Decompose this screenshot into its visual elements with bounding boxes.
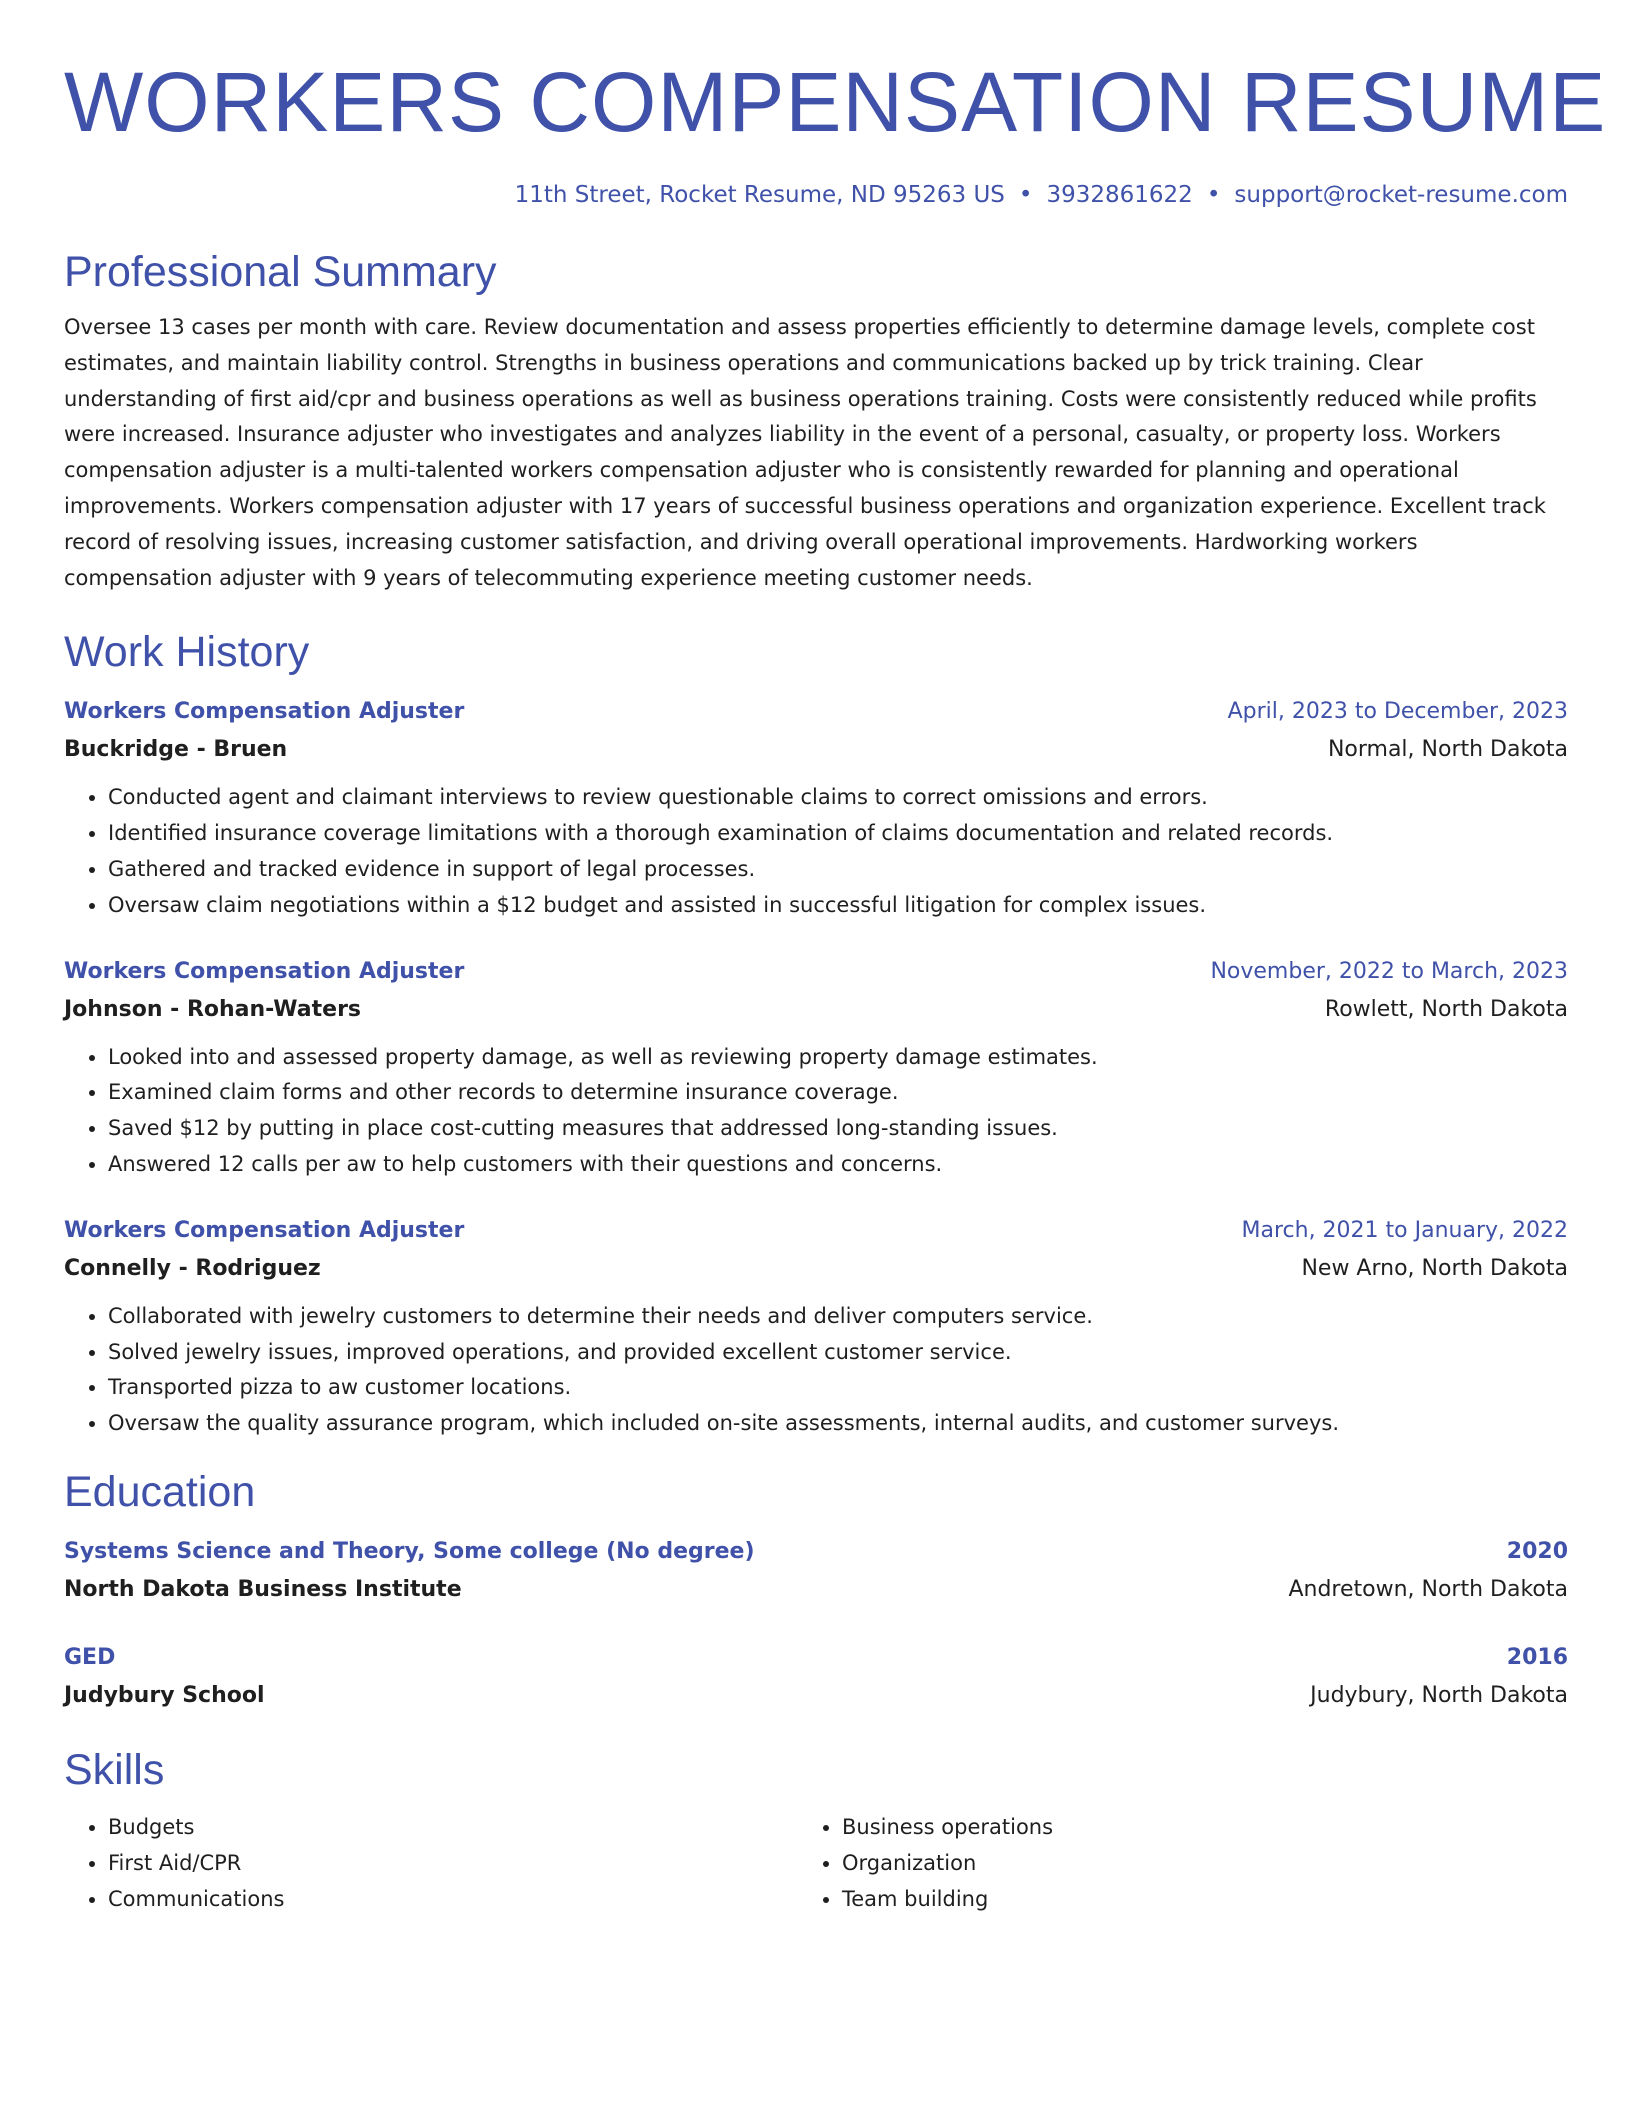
contact-email: support@rocket-resume.com bbox=[1234, 182, 1568, 208]
job-dates: November, 2022 to March, 2023 bbox=[1210, 958, 1568, 984]
job-company: Buckridge - Bruen bbox=[64, 737, 288, 763]
contact-address: 11th Street, Rocket Resume, ND 95263 US bbox=[514, 182, 1005, 208]
skills-heading: Skills bbox=[64, 1745, 165, 1794]
education-entry bbox=[64, 1534, 1568, 1610]
job-location: Normal, North Dakota bbox=[1327, 737, 1568, 763]
education-heading: Education bbox=[64, 1467, 256, 1516]
job-company: Johnson - Rohan-Waters bbox=[64, 996, 362, 1022]
education-entry bbox=[64, 1640, 1568, 1716]
skills-column-left bbox=[64, 1810, 798, 1917]
job-bullet: • Looked into and assessed property damage, as well as reviewing property damage estimates. bbox=[108, 1040, 1568, 1076]
education-school: North Dakota Business Institute bbox=[64, 1576, 462, 1602]
work-history-heading: Work History bbox=[64, 628, 310, 677]
job-entry bbox=[64, 1213, 1568, 1442]
education-degree: Systems Science and Theory, Some college (No degree) bbox=[64, 1538, 755, 1564]
job-bullet: • Answered 12 calls per aw to help customers with their questions and concerns. bbox=[108, 1147, 1568, 1183]
job-bullets bbox=[64, 1040, 1568, 1183]
skill-item: • Organization bbox=[842, 1846, 1542, 1882]
job-bullet: • Collaborated with jewelry customers to determine their needs and deliver computers service. bbox=[108, 1299, 1568, 1335]
education-school: Judybury School bbox=[64, 1682, 265, 1708]
skill-item: • First Aid/CPR bbox=[108, 1846, 798, 1882]
job-bullet: • Oversaw the quality assurance program, which included on-site assessments, internal audits, and customer surveys. bbox=[108, 1406, 1568, 1442]
summary-heading: Professional Summary bbox=[64, 248, 497, 296]
skills-column-right bbox=[798, 1810, 1542, 1917]
contact-line bbox=[64, 178, 1568, 212]
job-bullet: • Conducted agent and claimant interviews to review questionable claims to correct omissions and errors. bbox=[108, 780, 1568, 816]
summary-text: Oversee 13 cases per month with care. Review documentation and assess properties efficiently to determine damage levels, complete cost estimates, and maintain liability control. Strengths in business operations and communications backed up by trick training. Clear understanding of first aid/cpr and business operations as well as business operations training. Costs were consistently reduced while profits were increased. Insurance adjuster who investigates and analyzes liability in the event of a personal, casualty, or property loss. Workers compensation adjuster is a multi-talented workers compensation adjuster who is consistently rewarded for planning and operational improvements. Workers compensation adjuster with 17 years of successful business operations and organization experience. Excellent track record of resolving issues, increasing customer satisfaction, and driving overall operational improvements. Hardworking workers compensation adjuster with 9 years of telecommuting experience meeting customer needs. bbox=[64, 315, 1546, 590]
resume-title: WORKERS COMPENSATION RESUME bbox=[64, 55, 1607, 149]
skill-item: • Budgets bbox=[108, 1810, 798, 1846]
job-location: Rowlett, North Dakota bbox=[1324, 996, 1568, 1022]
job-bullet: • Identified insurance coverage limitations with a thorough examination of claims documentation and related records. bbox=[108, 816, 1568, 852]
contact-phone: 3932861622 bbox=[1046, 182, 1193, 208]
job-bullet: • Examined claim forms and other records to determine insurance coverage. bbox=[108, 1075, 1568, 1111]
job-bullet: • Gathered and tracked evidence in support of legal processes. bbox=[108, 852, 1568, 888]
job-bullet: • Oversaw claim negotiations within a $12 budget and assisted in successful litigation for complex issues. bbox=[108, 888, 1568, 924]
education-location: Andretown, North Dakota bbox=[1288, 1576, 1568, 1602]
job-title: Workers Compensation Adjuster bbox=[64, 699, 465, 725]
contact-separator: • bbox=[1206, 182, 1221, 208]
job-bullets bbox=[64, 1299, 1568, 1442]
job-entry bbox=[64, 954, 1568, 1183]
job-bullet: • Solved jewelry issues, improved operations, and provided excellent customer service. bbox=[108, 1335, 1568, 1371]
job-company: Connelly - Rodriguez bbox=[64, 1255, 321, 1281]
skill-item: • Business operations bbox=[842, 1810, 1542, 1846]
job-title: Workers Compensation Adjuster bbox=[64, 958, 465, 984]
education-degree: GED bbox=[64, 1644, 116, 1670]
job-bullet: • Saved $12 by putting in place cost-cutting measures that addressed long-standing issues. bbox=[108, 1111, 1568, 1147]
skill-item: • Team building bbox=[842, 1882, 1542, 1918]
job-entry bbox=[64, 694, 1568, 923]
skill-item: • Communications bbox=[108, 1882, 798, 1918]
job-bullet: • Transported pizza to aw customer locations. bbox=[108, 1370, 1568, 1406]
job-title: Workers Compensation Adjuster bbox=[64, 1217, 465, 1243]
contact-separator: • bbox=[1018, 182, 1033, 208]
job-dates: April, 2023 to December, 2023 bbox=[1227, 699, 1568, 725]
skills-list bbox=[64, 1810, 1568, 1917]
education-year: 2016 bbox=[1506, 1644, 1568, 1670]
job-location: New Arno, North Dakota bbox=[1301, 1255, 1568, 1281]
job-dates: March, 2021 to January, 2022 bbox=[1241, 1217, 1568, 1243]
education-year: 2020 bbox=[1506, 1538, 1568, 1564]
education-location: Judybury, North Dakota bbox=[1310, 1682, 1568, 1708]
job-bullets bbox=[64, 780, 1568, 923]
